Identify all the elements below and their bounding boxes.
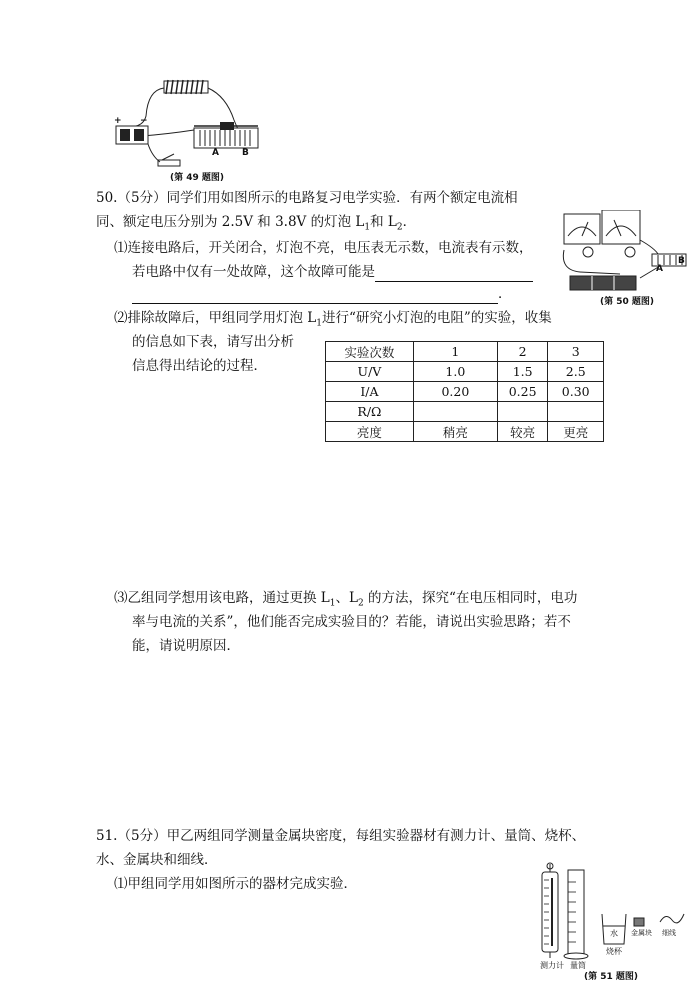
table-cell: R/Ω [326, 402, 414, 422]
q50-number: 50. [96, 190, 118, 206]
table-cell: 1.5 [497, 362, 548, 382]
table-row [326, 402, 604, 422]
q50-part3-line3: 能，请说明原因． [132, 638, 240, 654]
q50-part1-line1: ⑴连接电路后，开关闭合，灯泡不亮，电压表无示数，电流表有示数， [114, 240, 533, 256]
battery-minus-label: − [140, 116, 148, 126]
q50-intro-line2: 同、额定电压分别为 2.5V 和 3.8V 的灯泡 $L_1$和 $L_2$． [96, 214, 417, 233]
table-cell: 2 [497, 342, 548, 362]
experiment-data-table [325, 341, 604, 442]
label-water: 水 [610, 929, 618, 938]
table-cell: 更亮 [548, 422, 604, 442]
rheostat-b-label: B [242, 148, 249, 158]
table-row [326, 382, 604, 402]
figure-49-caption: (第 49 题图) [170, 173, 225, 183]
table-cell: 较亮 [497, 422, 548, 442]
q50-part2-line1: ⑵排除故障后，甲组同学用灯泡 $L_1$进行“研究小灯泡的电阻”的实验，收集 [114, 310, 552, 329]
q51-intro-line1: 51.（5分）甲乙两组同学测量金属块密度，每组实验器材有测力计、量筒、烧杯、 [96, 828, 586, 844]
table-cell: 3 [548, 342, 604, 362]
table-row [326, 422, 604, 442]
fig50-label-b: B [678, 256, 685, 266]
fig50-label-a: A [656, 264, 663, 274]
table-row [326, 362, 604, 382]
q50-intro-text1: 同学们用如图所示的电路复习电学实验．有两个额定电流相 [166, 190, 518, 206]
table-cell-empty[interactable] [548, 402, 604, 422]
table-cell: 1 [413, 342, 497, 362]
fault-answer-blank-1[interactable] [375, 266, 533, 282]
figure-50 [560, 210, 690, 308]
table-cell: 1.0 [413, 362, 497, 382]
table-cell: 0.25 [497, 382, 548, 402]
q50-part3-line2: 率与电流的关系”，他们能否完成实验目的？若能，请说出实验思路；若不 [132, 614, 571, 630]
table-cell: 亮度 [326, 422, 414, 442]
label-thread: 细线 [662, 929, 676, 937]
figure-50-caption: (第 50 题图) [600, 297, 655, 307]
figure-49 [108, 76, 268, 186]
battery-plus-label: + [114, 116, 122, 126]
table-cell: 0.30 [548, 382, 604, 402]
label-metal-block: 金属块 [631, 929, 652, 937]
table-cell: 2.5 [548, 362, 604, 382]
label-beaker: 烧杯 [606, 947, 622, 956]
table-cell: 实验次数 [326, 342, 414, 362]
rheostat-a-label: A [212, 148, 219, 158]
table-cell: 0.20 [413, 382, 497, 402]
q50-intro-line1 [96, 188, 518, 208]
q50-part2-line2: 的信息如下表，请写出分析 [132, 334, 294, 350]
q51-intro-line2: 水、金属块和细线． [96, 852, 218, 868]
q50-points: （5分） [117, 190, 167, 206]
q51-number: 51. [96, 828, 118, 844]
q50-part3-line1: ⑶乙组同学想用该电路，通过更换 $L_1$、$L_2$ 的方法，探究“在电压相同时，电功 [114, 590, 578, 609]
q50-part1-line3: ． [132, 284, 512, 304]
q50-part1-line2: 若电路中仅有一处故障，这个故障可能是 [132, 262, 533, 282]
table-cell: I/A [326, 382, 414, 402]
figure-51-caption: (第 51 题图) [584, 972, 639, 982]
table-cell: 稍亮 [413, 422, 497, 442]
q51-points: （5分） [117, 828, 167, 844]
q50-part2-line3: 信息得出结论的过程． [132, 358, 267, 374]
label-cylinder: 量筒 [570, 961, 586, 970]
figure-51 [536, 862, 688, 980]
q51-part1: ⑴甲组同学用如图所示的器材完成实验． [114, 876, 357, 892]
fault-answer-blank-2[interactable] [132, 288, 498, 304]
table-cell-empty[interactable] [497, 402, 548, 422]
table-cell: U/V [326, 362, 414, 382]
label-spring-scale: 测力计 [540, 961, 564, 970]
table-cell-empty[interactable] [413, 402, 497, 422]
table-header-row [326, 342, 604, 362]
